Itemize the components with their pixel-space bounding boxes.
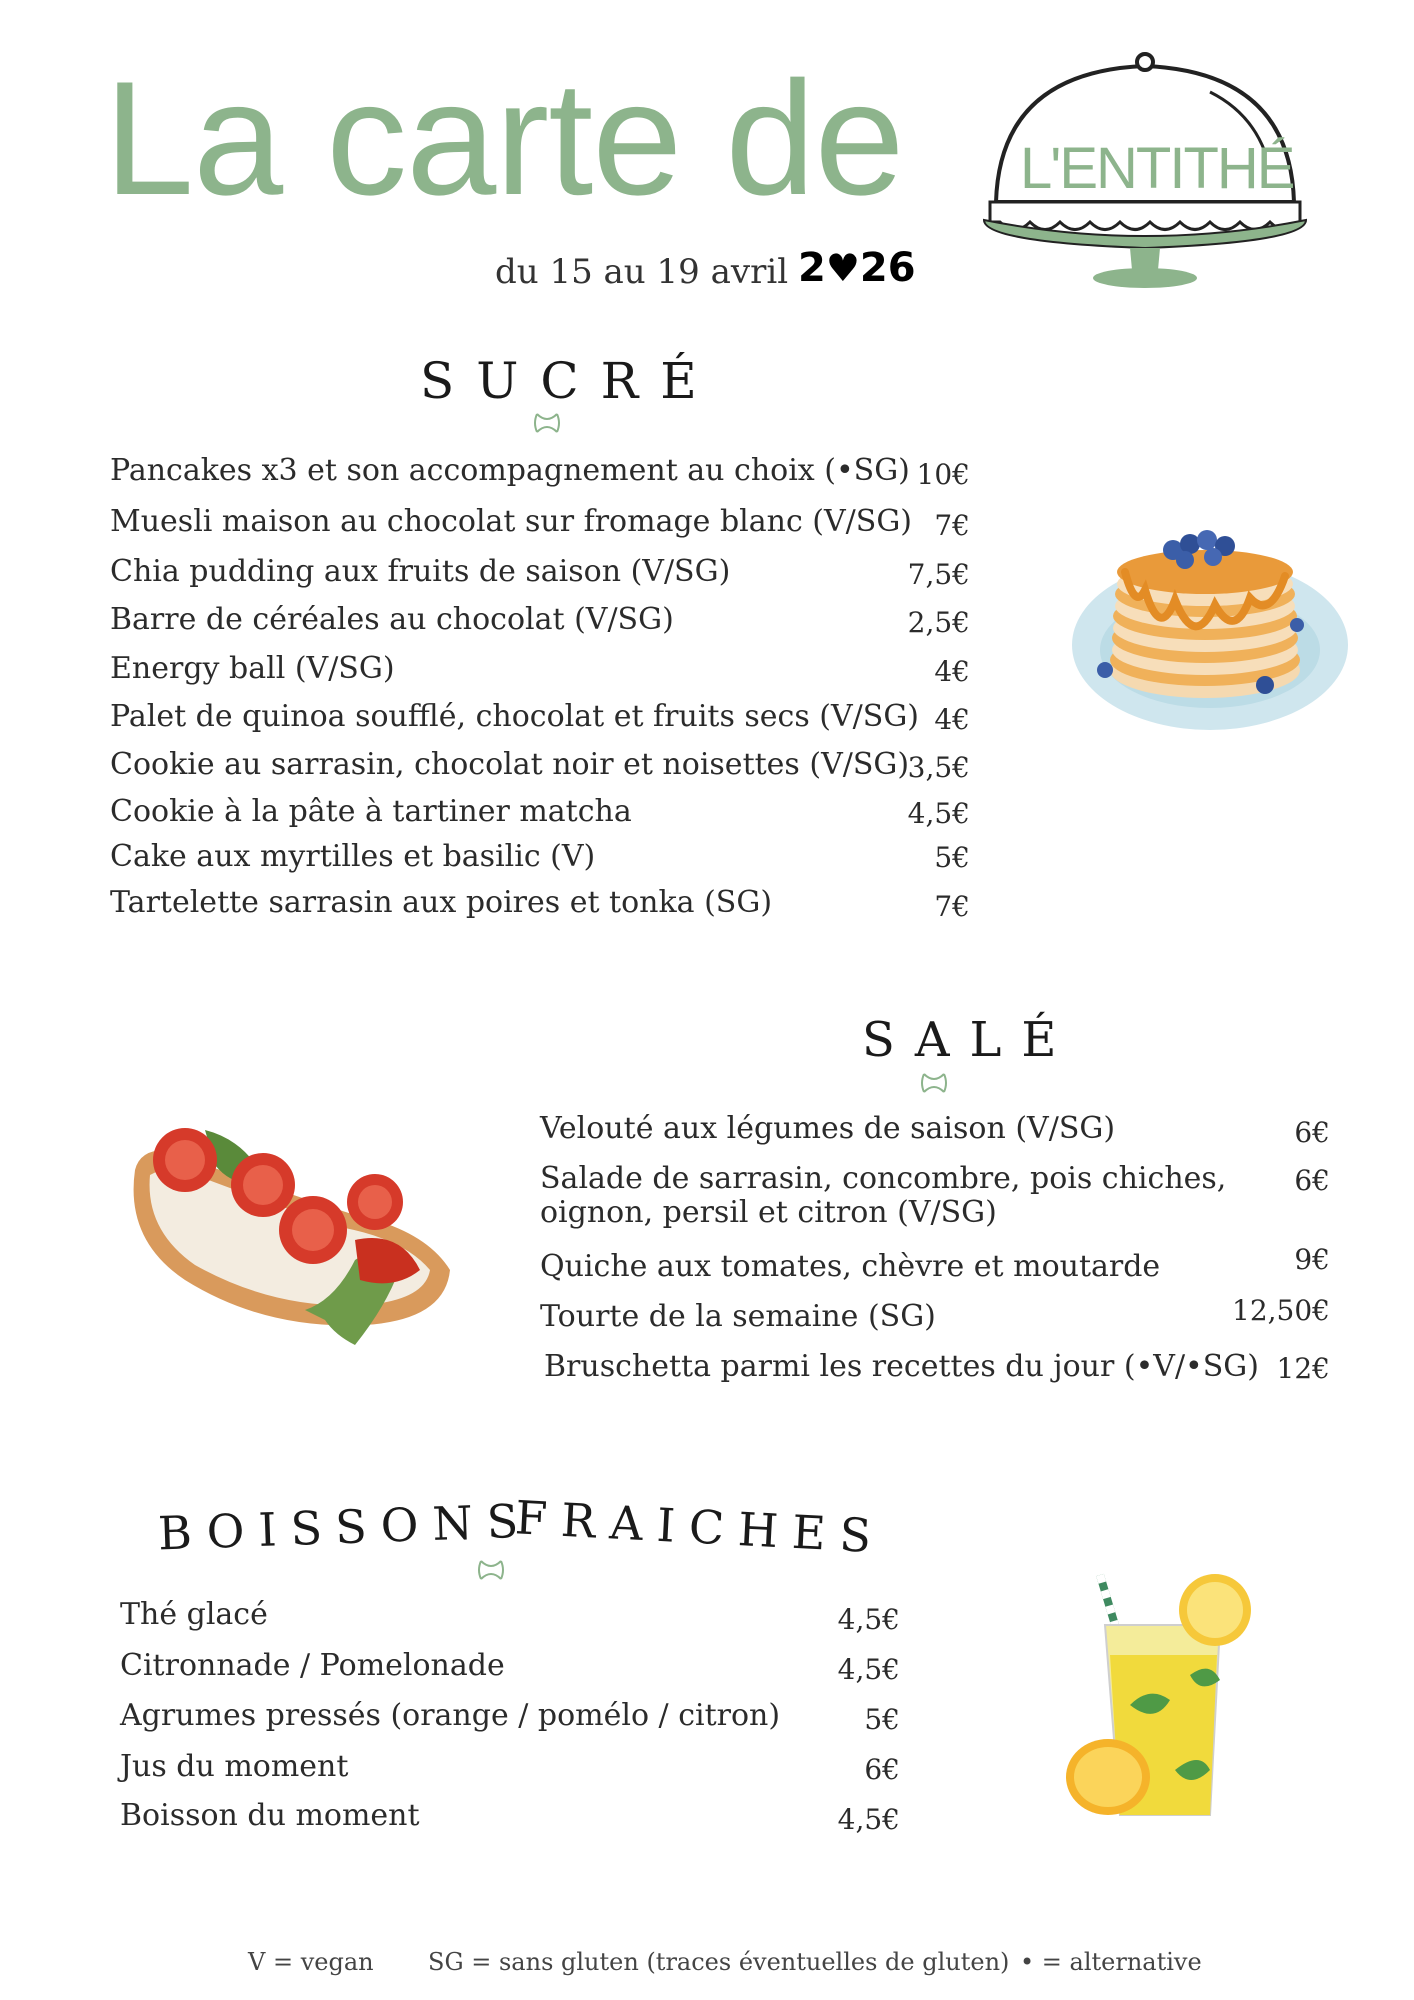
menu-price: 9€ (1294, 1243, 1330, 1276)
legend-alternative: • = alternative (1020, 1948, 1202, 1976)
menu-price: 4€ (934, 703, 970, 736)
menu-price: 10€ (916, 458, 970, 491)
legend-sans-gluten: SG = sans gluten (traces éventuelles de gluten) (428, 1948, 1010, 1976)
menu-item: Quiche aux tomates, chèvre et moutarde (540, 1249, 1161, 1284)
menu-item: Barre de céréales au chocolat (V/SG) (110, 602, 674, 637)
year-prefix: 2 (798, 245, 826, 291)
lemonade-illustration (1060, 1565, 1260, 1830)
menu-item: Palet de quinoa soufflé, chocolat et fruits secs (V/SG) (110, 699, 919, 734)
menu-price: 12,50€ (1232, 1294, 1330, 1327)
menu-price: 4€ (934, 655, 970, 688)
menu-item: Cookie au sarrasin, chocolat noir et noisettes (V/SG) (110, 747, 910, 782)
menu-item: Cookie à la pâte à tartiner matcha (110, 794, 632, 829)
menu-price: 2,5€ (907, 606, 970, 639)
menu-item: Velouté aux légumes de saison (V/SG) (540, 1111, 1116, 1146)
menu-item: Pancakes x3 et son accompagnement au choix (•SG) (110, 453, 910, 488)
menu-price: 6€ (864, 1753, 900, 1786)
menu-item: Boisson du moment (120, 1798, 420, 1833)
heart-icon: ♥ (825, 246, 860, 290)
page-title: La carte de (104, 48, 904, 229)
menu-price: 3,5€ (907, 751, 970, 784)
menu-price: 7€ (934, 509, 970, 542)
legend-vegan: V = vegan (248, 1948, 374, 1976)
menu-price: 7,5€ (907, 558, 970, 591)
menu-item-line2: oignon, persil et citron (V/SG) (540, 1195, 997, 1230)
section-title-sale: SALÉ (862, 1012, 1077, 1068)
menu-item: Chia pudding aux fruits de saison (V/SG) (110, 554, 731, 589)
knot-ornament-icon (477, 1557, 505, 1583)
pancakes-illustration (1065, 510, 1355, 740)
menu-item: Muesli maison au chocolat sur fromage blanc (V/SG) (110, 504, 912, 539)
menu-price: 4,5€ (837, 1653, 900, 1686)
menu-price: 5€ (934, 841, 970, 874)
menu-item: Bruschetta parmi les recettes du jour (•V/•SG) (544, 1349, 1259, 1384)
menu-price: 5€ (864, 1703, 900, 1736)
bruschetta-illustration (125, 1120, 460, 1345)
logo-text: L'ENTITHÉ (1020, 136, 1294, 201)
menu-price: 6€ (1294, 1164, 1330, 1197)
section-title-sucre: SUCRÉ (420, 352, 719, 410)
menu-item: Energy ball (V/SG) (110, 651, 395, 686)
menu-price: 4,5€ (837, 1603, 900, 1636)
menu-price: 4,5€ (907, 797, 970, 830)
year (798, 245, 916, 291)
section-title-boissons: BOISSONS (157, 1493, 534, 1561)
menu-item: Tourte de la semaine (SG) (540, 1299, 936, 1334)
knot-ornament-icon (533, 410, 561, 436)
menu-item: Cake aux myrtilles et basilic (V) (110, 839, 596, 874)
menu-price: 6€ (1294, 1116, 1330, 1149)
menu-price: 12€ (1276, 1352, 1330, 1385)
menu-item: Thé glacé (120, 1597, 268, 1632)
menu-item: Agrumes pressés (orange / pomélo / citron) (120, 1698, 781, 1733)
section-title-fraiches: FRAICHES (513, 1490, 887, 1564)
menu-price: 7€ (934, 890, 970, 923)
menu-price: 4,5€ (837, 1803, 900, 1836)
menu-item: Citronnade / Pomelonade (120, 1648, 505, 1683)
menu-item: Tartelette sarrasin aux poires et tonka (SG) (110, 885, 773, 920)
menu-item: Salade de sarrasin, concombre, pois chiches, (540, 1161, 1227, 1196)
menu-item: Jus du moment (120, 1749, 349, 1784)
year-suffix: 26 (859, 245, 916, 291)
date-range: du 15 au 19 avril (495, 252, 789, 292)
knot-ornament-icon (920, 1070, 948, 1096)
